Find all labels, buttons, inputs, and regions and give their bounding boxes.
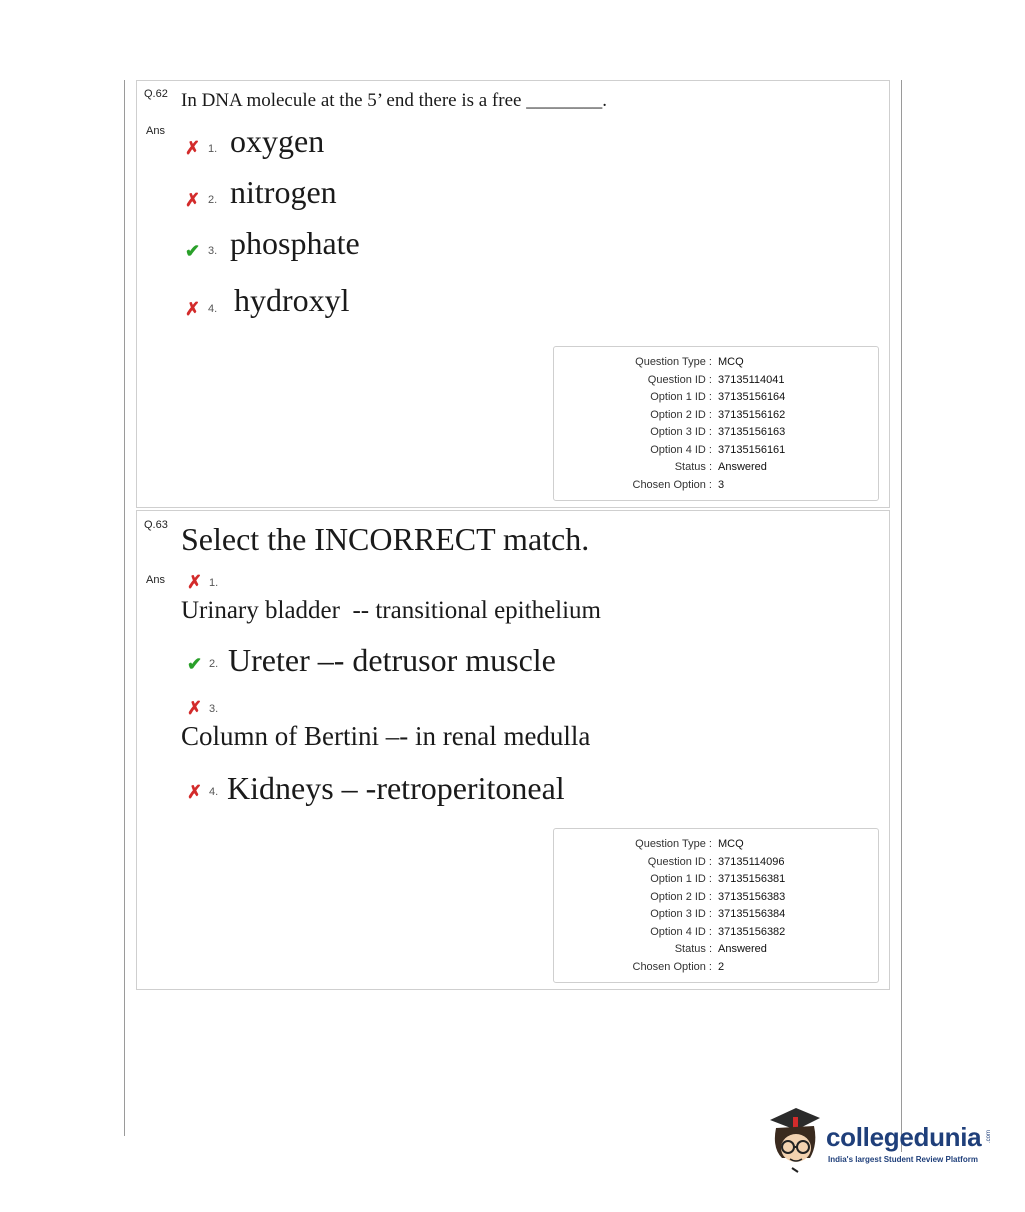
- option-number: 4.: [208, 303, 218, 315]
- info-row: Chosen Option : 2: [632, 961, 725, 973]
- info-row: Question ID : 37135114096: [647, 856, 785, 868]
- option-text: nitrogen: [230, 174, 337, 210]
- correct-check-icon: ✔: [185, 241, 201, 261]
- info-row: Question Type : MCQ: [635, 356, 744, 368]
- info-row: Option 4 ID : 37135156382: [650, 926, 786, 938]
- brand-logo-text: collegedunia: [826, 1122, 982, 1152]
- info-row: Status : Answered: [674, 943, 767, 955]
- correct-check-icon: ✔: [187, 654, 203, 674]
- wrong-mark-icon: ✗: [185, 299, 201, 319]
- info-row: Option 3 ID : 37135156384: [650, 908, 786, 920]
- info-row: Question Type : MCQ: [635, 838, 744, 850]
- answer-label: Ans: [146, 125, 165, 137]
- info-row: Option 2 ID : 37135156383: [650, 891, 786, 903]
- option-text: Column of Bertini –- in renal medulla: [181, 721, 591, 751]
- option-text: hydroxyl: [234, 282, 350, 318]
- answer-label: Ans: [146, 574, 165, 586]
- option-text: phosphate: [230, 225, 360, 261]
- question-info-panel: [553, 346, 879, 501]
- option-number: 4.: [209, 786, 219, 798]
- wrong-mark-icon: ✗: [187, 572, 203, 592]
- info-row: Question ID : 37135114041: [647, 374, 785, 386]
- info-row: Option 1 ID : 37135156381: [650, 873, 786, 885]
- question-number: Q.63: [144, 519, 168, 531]
- question-text: Select the INCORRECT match.: [181, 521, 590, 557]
- option-text: Urinary bladder -- transitional epithelium: [181, 597, 602, 624]
- option-text: Kidneys – -retroperitoneal: [227, 770, 565, 806]
- question-card-62: [136, 80, 890, 508]
- option-number: 3.: [209, 703, 219, 715]
- info-row: Option 2 ID : 37135156162: [650, 409, 786, 421]
- option-number: 2.: [209, 658, 219, 670]
- option-number: 3.: [208, 245, 218, 257]
- info-row: Option 3 ID : 37135156163: [650, 426, 786, 438]
- info-row: Chosen Option : 3: [632, 479, 725, 491]
- wrong-mark-icon: ✗: [187, 698, 203, 718]
- question-number: Q.62: [144, 88, 168, 100]
- wrong-mark-icon: ✗: [185, 190, 201, 210]
- question-info-panel: [553, 828, 879, 983]
- option-number: 1.: [209, 577, 219, 589]
- brand-logo-suffix: .com: [986, 1130, 992, 1144]
- left-margin-line: [124, 80, 125, 1136]
- option-number: 2.: [208, 194, 218, 206]
- wrong-mark-icon: ✗: [187, 782, 203, 802]
- option-number: 1.: [208, 143, 218, 155]
- right-margin-line: [901, 80, 902, 1152]
- info-row: Option 4 ID : 37135156161: [650, 444, 786, 456]
- wrong-mark-icon: ✗: [185, 138, 201, 158]
- question-card-63: [136, 510, 890, 990]
- option-text: oxygen: [230, 123, 325, 159]
- info-row: Option 1 ID : 37135156164: [650, 391, 786, 403]
- option-text: Ureter –- detrusor muscle: [228, 642, 556, 678]
- question-text: In DNA molecule at the 5’ end there is a free ________.: [181, 90, 607, 111]
- info-row: Status : Answered: [674, 461, 767, 473]
- brand-tagline: India's largest Student Review Platform: [828, 1155, 978, 1164]
- mascot-logo-icon: [766, 1104, 824, 1174]
